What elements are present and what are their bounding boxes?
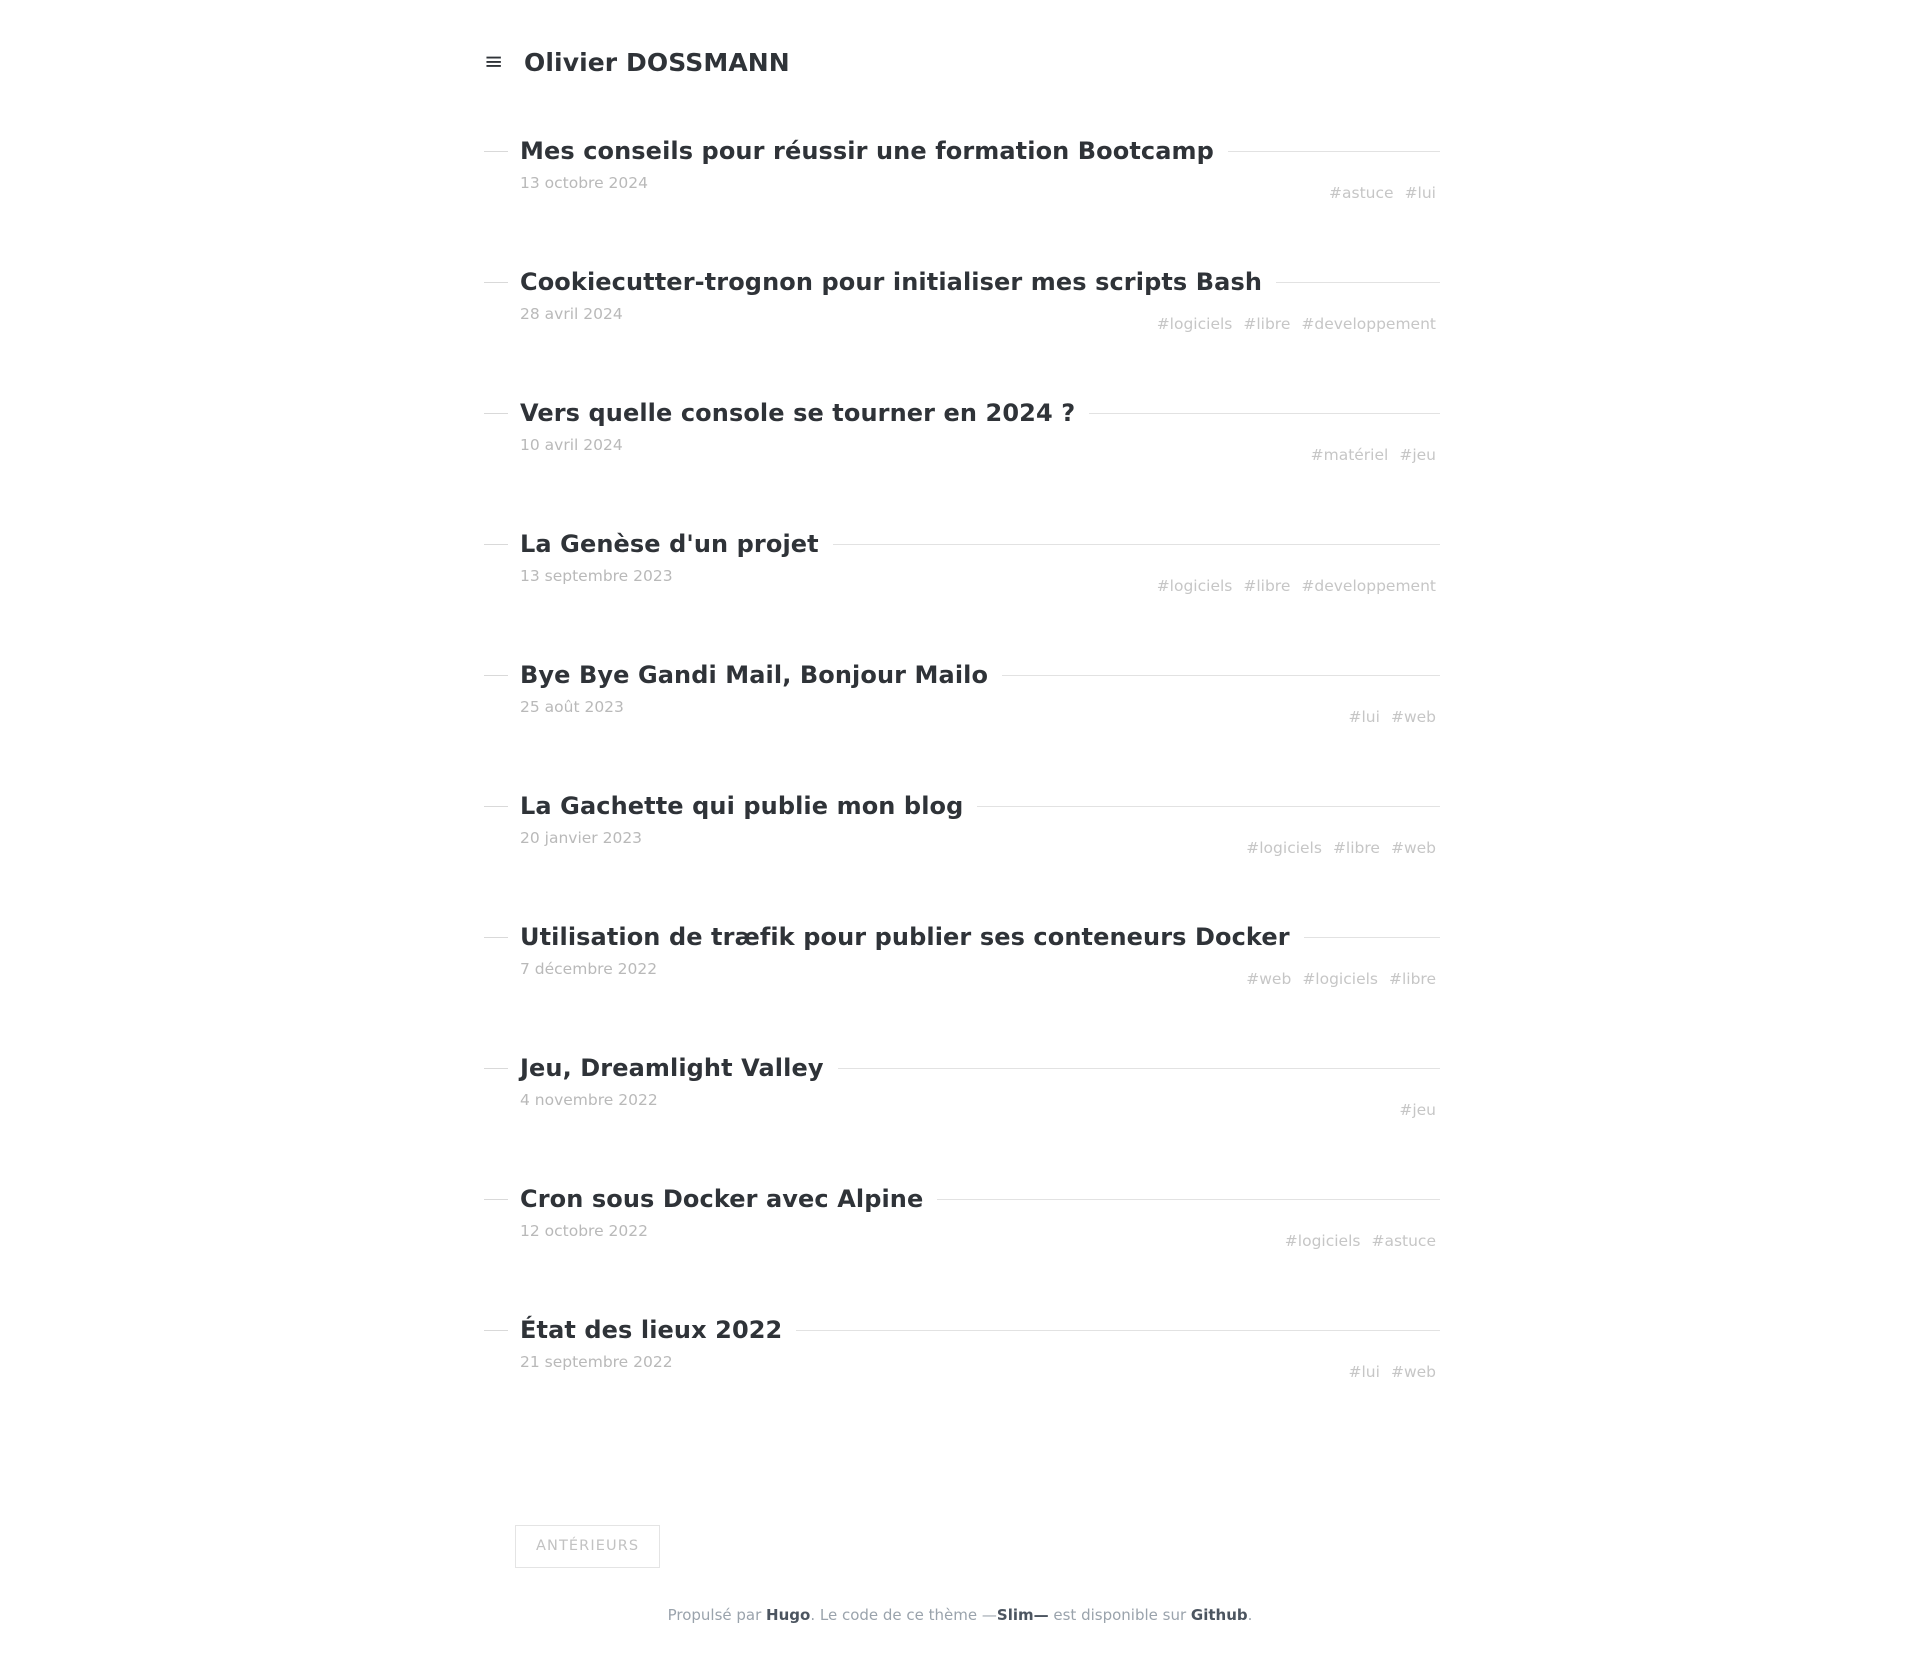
post-meta — [484, 960, 1440, 988]
post-item — [0, 137, 1920, 268]
post-tags — [1285, 1222, 1440, 1250]
tag-link[interactable]: #jeu — [1399, 1101, 1436, 1119]
site-title[interactable]: Olivier DOSSMANN — [524, 48, 790, 77]
post-title-row — [484, 268, 1440, 296]
tag-link[interactable]: #logiciels — [1246, 839, 1322, 857]
post-date: 7 décembre 2022 — [520, 960, 658, 978]
rule-right — [838, 1068, 1440, 1069]
post-tags — [1329, 174, 1440, 202]
post-date: 13 octobre 2024 — [520, 174, 648, 192]
post-item — [0, 1316, 1920, 1447]
rule-left — [484, 1199, 508, 1200]
post-item — [0, 1185, 1920, 1316]
post-title-row — [484, 1316, 1440, 1344]
post-date: 25 août 2023 — [520, 698, 624, 716]
rule-left — [484, 675, 508, 676]
rule-right — [1002, 675, 1440, 676]
post-tags — [1311, 436, 1440, 464]
post-tags — [1246, 829, 1440, 857]
post-date: 20 janvier 2023 — [520, 829, 643, 847]
post-tags — [1349, 1353, 1440, 1381]
post-title-link[interactable]: Cron sous Docker avec Alpine — [520, 1185, 924, 1213]
rule-left — [484, 282, 508, 283]
older-posts-button[interactable]: ANTÉRIEURS — [515, 1525, 660, 1568]
post-date: 28 avril 2024 — [520, 305, 623, 323]
rule-right — [937, 1199, 1440, 1200]
post-title-link[interactable]: La Gachette qui publie mon blog — [520, 792, 964, 820]
tag-link[interactable]: #developpement — [1301, 577, 1436, 595]
rule-left — [484, 544, 508, 545]
post-title-link[interactable]: Jeu, Dreamlight Valley — [520, 1054, 824, 1082]
post-tags — [1349, 698, 1440, 726]
post-date: 21 septembre 2022 — [520, 1353, 673, 1371]
tag-link[interactable]: #logiciels — [1156, 315, 1233, 333]
post-title-link[interactable]: Utilisation de træfik pour publier ses conteneurs Docker — [520, 923, 1290, 951]
post-item — [0, 1054, 1920, 1185]
post-title-row — [484, 399, 1440, 427]
rule-right — [833, 544, 1440, 545]
tag-link[interactable]: #libre — [1388, 970, 1436, 988]
tag-link[interactable]: #astuce — [1329, 184, 1394, 202]
rule-left — [484, 151, 508, 152]
tag-link[interactable]: #lui — [1348, 1363, 1380, 1381]
post-date: 4 novembre 2022 — [520, 1091, 658, 1109]
post-tags — [1399, 1091, 1440, 1119]
footer-prefix: Propulsé par — [667, 1606, 767, 1624]
tag-link[interactable]: #matériel — [1310, 446, 1389, 464]
tag-link[interactable]: #libre — [1243, 577, 1291, 595]
rule-left — [484, 937, 508, 938]
footer-theme-name: Slim— — [996, 1606, 1049, 1624]
post-title-row — [484, 1054, 1440, 1082]
tag-link[interactable]: #libre — [1332, 839, 1380, 857]
post-item — [0, 530, 1920, 661]
rule-right — [1276, 282, 1440, 283]
rule-right — [977, 806, 1440, 807]
tag-link[interactable]: #jeu — [1399, 446, 1436, 464]
post-meta — [484, 1222, 1440, 1250]
footer-middle2: est disponible sur — [1048, 1606, 1191, 1624]
post-item — [0, 268, 1920, 399]
rule-right — [1304, 937, 1440, 938]
post-meta — [484, 567, 1440, 595]
footer-hugo-link[interactable]: Hugo — [766, 1606, 811, 1624]
tag-link[interactable]: #libre — [1243, 315, 1291, 333]
rule-left — [484, 1068, 508, 1069]
post-item — [0, 399, 1920, 530]
tag-link[interactable]: #web — [1390, 708, 1436, 726]
footer-suffix: . — [1247, 1606, 1253, 1624]
post-title-row — [484, 792, 1440, 820]
post-list — [0, 137, 1920, 1447]
post-meta — [484, 1353, 1440, 1381]
post-title-row — [484, 137, 1440, 165]
post-item — [0, 661, 1920, 792]
tag-link[interactable]: #lui — [1348, 708, 1380, 726]
footer-middle: . Le code de ce thème — — [810, 1606, 997, 1624]
post-title-row — [484, 1185, 1440, 1213]
footer-github-link[interactable]: Github — [1190, 1606, 1248, 1624]
post-title-link[interactable]: Cookiecutter-trognon pour initialiser mes scripts Bash — [520, 268, 1263, 296]
post-tags — [1157, 305, 1440, 333]
tag-link[interactable]: #web — [1390, 1363, 1436, 1381]
post-title-link[interactable]: Bye Bye Gandi Mail, Bonjour Mailo — [520, 661, 989, 689]
tag-link[interactable]: #developpement — [1301, 315, 1436, 333]
site-header — [484, 0, 1920, 77]
post-meta — [484, 174, 1440, 202]
hamburger-icon[interactable]: ≡ — [484, 49, 504, 75]
post-title-row — [484, 661, 1440, 689]
tag-link[interactable]: #astuce — [1371, 1232, 1436, 1250]
tag-link[interactable]: #logiciels — [1302, 970, 1378, 988]
rule-right — [1089, 413, 1440, 414]
rule-left — [484, 1330, 508, 1331]
post-meta — [484, 829, 1440, 857]
pagination — [0, 1525, 1920, 1568]
post-meta — [484, 436, 1440, 464]
post-date: 10 avril 2024 — [520, 436, 623, 454]
post-title-row — [484, 923, 1440, 951]
post-date: 12 octobre 2022 — [520, 1222, 648, 1240]
post-item — [0, 923, 1920, 1054]
tag-link[interactable]: #web — [1390, 839, 1436, 857]
post-meta — [484, 1091, 1440, 1119]
post-item — [0, 792, 1920, 923]
tag-link[interactable]: #logiciels — [1156, 577, 1233, 595]
post-title-link[interactable]: État des lieux 2022 — [520, 1316, 783, 1344]
post-title-link[interactable]: Vers quelle console se tourner en 2024 ? — [520, 399, 1076, 427]
post-tags — [1246, 960, 1440, 988]
post-title-link[interactable]: La Genèse d'un projet — [520, 530, 819, 558]
post-title-link[interactable]: Mes conseils pour réussir une formation Bootcamp — [520, 137, 1214, 165]
tag-link[interactable]: #lui — [1404, 184, 1436, 202]
post-meta — [484, 698, 1440, 726]
post-date: 13 septembre 2023 — [520, 567, 673, 585]
tag-link[interactable]: #logiciels — [1284, 1232, 1361, 1250]
post-title-row — [484, 530, 1440, 558]
rule-left — [484, 806, 508, 807]
post-tags — [1157, 567, 1440, 595]
rule-right — [1228, 151, 1440, 152]
site-footer — [0, 1606, 1920, 1664]
tag-link[interactable]: #web — [1246, 970, 1292, 988]
rule-right — [796, 1330, 1440, 1331]
rule-left — [484, 413, 508, 414]
post-meta — [484, 305, 1440, 333]
